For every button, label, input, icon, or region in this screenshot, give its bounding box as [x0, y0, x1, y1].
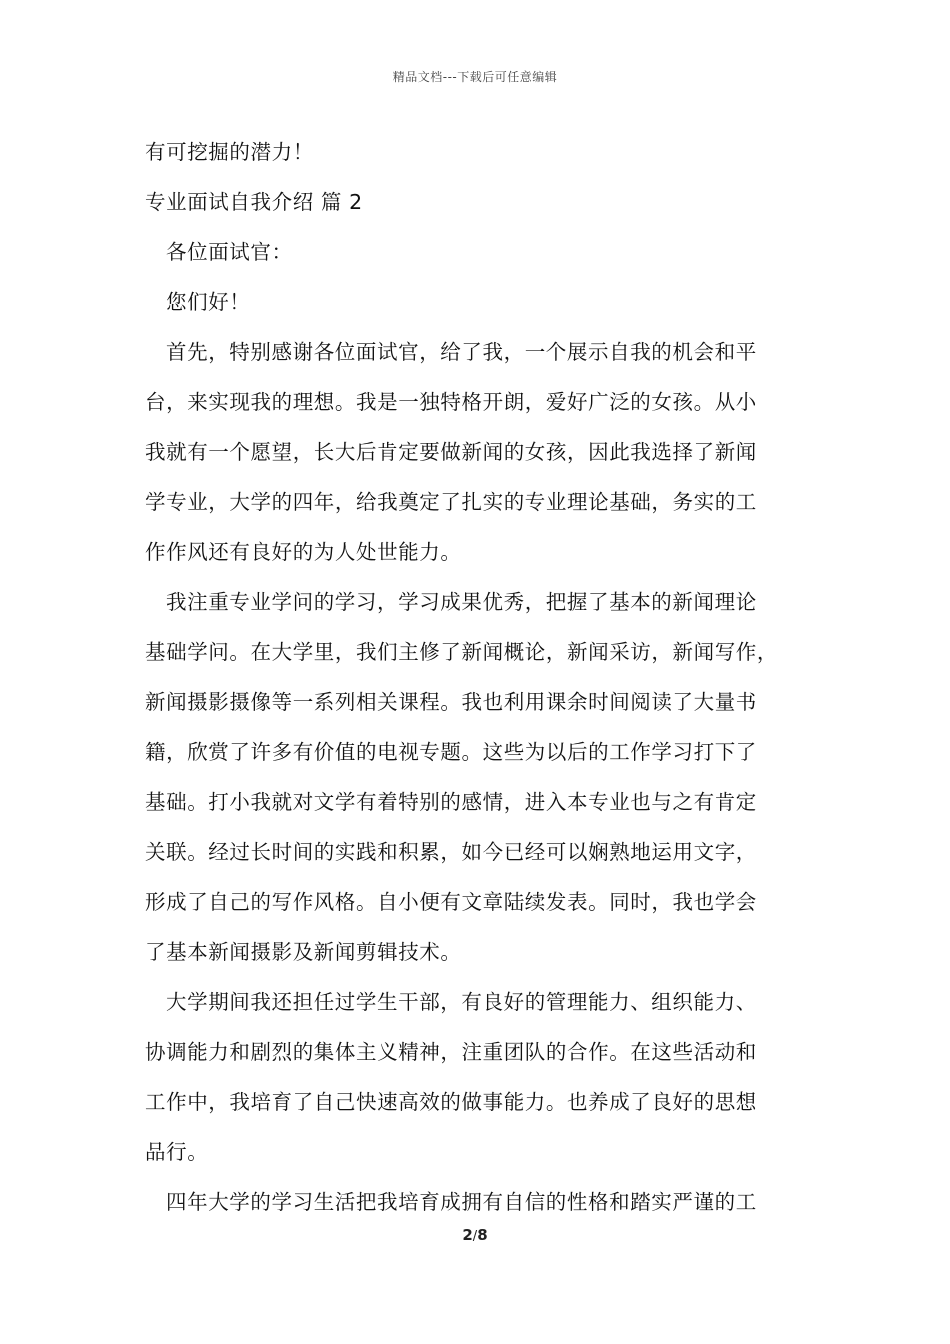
- text-line: 您们好！: [166, 290, 251, 314]
- text-line: 新闻摄影摄像等一系列相关课程。我也利用课余时间阅读了大量书: [145, 690, 757, 714]
- text-line: 大学期间我还担任过学生干部，有良好的管理能力、组织能力、: [166, 990, 757, 1014]
- text-line: 首先，特别感谢各位面试官，给了我，一个展示自我的机会和平: [166, 340, 757, 364]
- text-line: 作作风还有良好的为人处世能力。: [145, 540, 462, 564]
- text-line: 基础。打小我就对文学有着特别的感情，进入本专业也与之有肯定: [145, 790, 757, 814]
- text-line: 关联。经过长时间的实践和积累，如今已经可以娴熟地运用文字，: [145, 840, 757, 864]
- total-pages: 8: [477, 1226, 488, 1244]
- text-line: 有可挖掘的潜力！: [145, 140, 314, 164]
- page-header: 精品文档---下载后可任意编辑: [392, 70, 558, 84]
- document-body: [145, 127, 825, 1227]
- text-line: 我注重专业学问的学习，学习成果优秀，把握了基本的新闻理论: [166, 590, 757, 614]
- text-line: 形成了自己的写作风格。自小便有文章陆续发表。同时，我也学会: [145, 890, 757, 914]
- text-line: 我就有一个愿望，长大后肯定要做新闻的女孩，因此我选择了新闻: [145, 440, 757, 464]
- text-line: 品行。: [145, 1140, 209, 1164]
- text-line: 台，来实现我的理想。我是一独特格开朗，爱好广泛的女孩。从小: [145, 390, 757, 414]
- page-number: [0, 1226, 950, 1244]
- text-line: 工作中，我培育了自己快速高效的做事能力。也养成了良好的思想: [145, 1090, 757, 1114]
- text-line: 籍，欣赏了许多有价值的电视专题。这些为以后的工作学习打下了: [145, 740, 757, 764]
- text-line: 了基本新闻摄影及新闻剪辑技术。: [145, 940, 462, 964]
- text-line: 四年大学的学习生活把我培育成拥有自信的性格和踏实严谨的工: [166, 1190, 757, 1214]
- current-page: 2: [462, 1226, 473, 1244]
- text-line: 协调能力和剧烈的集体主义精神，注重团队的合作。在这些活动和: [145, 1040, 757, 1064]
- text-line: 学专业，大学的四年，给我奠定了扎实的专业理论基础，务实的工: [145, 490, 757, 514]
- page-separator: /: [472, 1229, 478, 1244]
- text-line: 各位面试官：: [166, 240, 293, 264]
- section-title: 专业面试自我介绍 篇 2: [145, 190, 363, 214]
- text-line: 基础学问。在大学里，我们主修了新闻概论，新闻采访，新闻写作，: [145, 640, 778, 664]
